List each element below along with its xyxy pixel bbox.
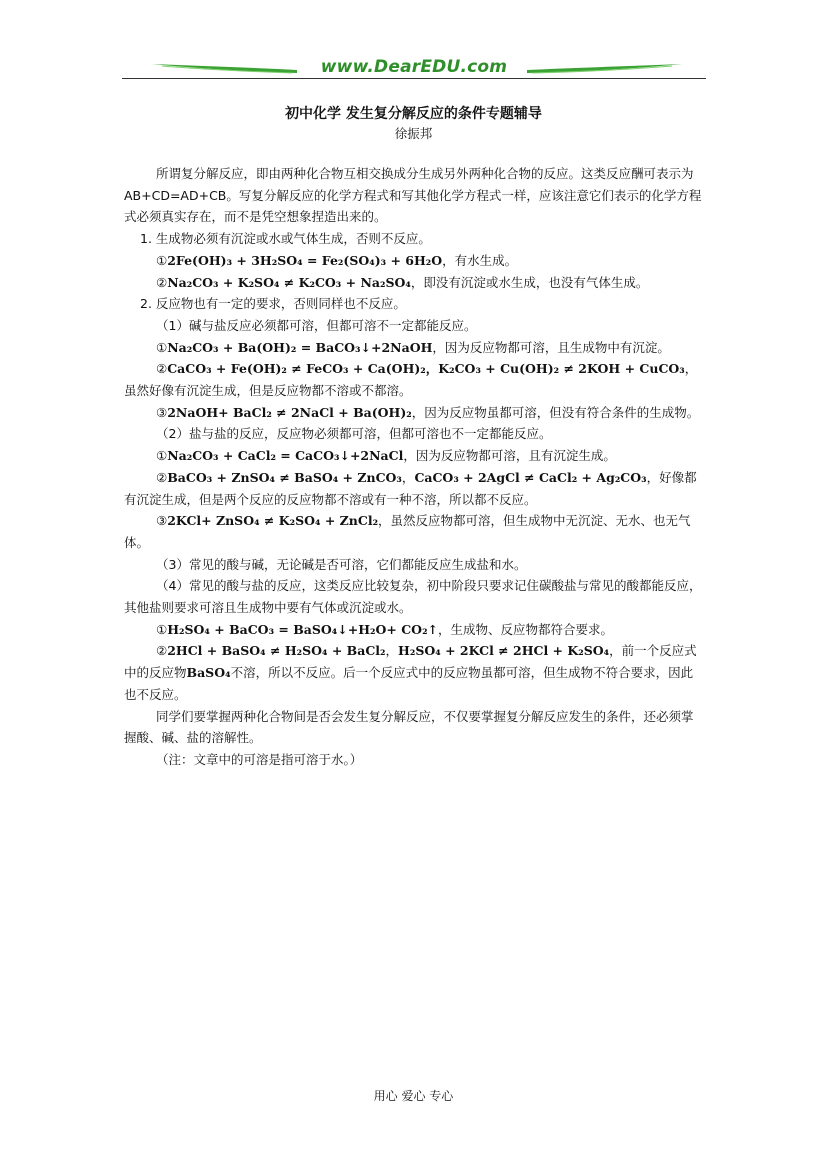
s2a-example-2: ②CaCO₃ + Fe(OH)₂ ≠ FeCO₃ + Ca(OH)₂，K₂CO₃ + Cu(OH)₂ ≠ 2KOH + CuCO₃，虽然好像有沉淀生成，但是反应物都不溶或不都溶。 [124, 361, 698, 399]
intro-paragraph: 所谓复分解反应，即由两种化合物互相交换成分生成另外两种化合物的反应。这类反应酬可表示为 AB+CD=AD+CB。写复分解反应的化学方程式和写其他化学方程式一样，应该注意它们表示的化学方程式必须真实存在，而不是凭空想象捏造出来的。 [124, 166, 702, 225]
equation: Na₂CO₃ + Ba(OH)₂ = BaCO₃↓+2NaOH [167, 339, 433, 355]
equation: CaCO₃ + Fe(OH)₂ ≠ FeCO₃ + Ca(OH)₂，K₂CO₃ + Cu(OH)₂ ≠ 2KOH + CuCO₃ [167, 361, 685, 377]
s2d-title: （4）常见的酸与盐的反应，这类反应比较复杂，初中阶段只要求记住碳酸盐与常见的酸都能反应，其他盐则要求可溶且生成物中要有气体或沉淀或水。 [124, 578, 702, 616]
s1-example-2: ②Na₂CO₃ + K₂SO₄ ≠ K₂CO₃ + Na₂SO₄，即没有沉淀或水生成，也没有气体生成。 [156, 274, 649, 290]
s2a-example-1: ①Na₂CO₃ + Ba(OH)₂ = BaCO₃↓+2NaOH，因为反应物都可溶，且生成物中有沉淀。 [156, 339, 670, 355]
equation: H₂SO₄ + BaCO₃ = BaSO₄↓+H₂O+ CO₂↑ [167, 621, 439, 637]
equation: 2NaOH+ BaCl₂ ≠ 2NaCl + Ba(OH)₂ [167, 404, 412, 420]
conclusion-paragraph: 同学们要掌握两种化合物间是否会发生复分解反应，不仅要掌握复分解反应发生的条件，还必须掌握酸、碱、盐的溶解性。 [124, 708, 694, 746]
article-author: 徐振邦 [394, 126, 433, 141]
header-rule [122, 78, 706, 79]
s2d-example-1: ①H₂SO₄ + BaCO₃ = BaSO₄↓+H₂O+ CO₂↑，生成物、反应物都符合要求。 [156, 621, 614, 637]
s2b-example-3: ③2KCl+ ZnSO₄ ≠ K₂SO₄ + ZnCl₂，虽然反应物都可溶，但生成物中无沉淀、无水、也无气体。 [124, 513, 691, 550]
note-paragraph: （注：文章中的可溶是指可溶于水。） [156, 751, 363, 767]
equation: CaCO₃ + 2AgCl ≠ CaCl₂ + Ag₂CO₃ [414, 469, 647, 485]
s2c-title: （3）常见的酸与碱，无论碱是否可溶，它们都能反应生成盐和水。 [156, 556, 527, 572]
equation: 2HCl + BaSO₄ ≠ H₂SO₄ + BaCl₂ [167, 643, 386, 659]
equation: H₂SO₄ + 2KCl ≠ 2HCl + K₂SO₄ [398, 643, 610, 659]
s2b-title: （2）盐与盐的反应，反应物必须都可溶，但都可溶也不一定都能反应。 [156, 426, 552, 442]
section-2-title: 2. 反应物也有一定的要求，否则同样也不反应。 [140, 296, 406, 312]
s2b-example-1: ①Na₂CO₃ + CaCl₂ = CaCO₃↓+2NaCl，因为反应物都可溶，且有沉淀生成。 [156, 448, 616, 464]
equation: 2Fe(OH)₃ + 3H₂SO₄ = Fe₂(SO₄)₃ + 6H₂O [167, 252, 443, 268]
article-body [124, 163, 704, 771]
s1-example-1: ①2Fe(OH)₃ + 3H₂SO₄ = Fe₂(SO₄)₃ + 6H₂O，有水生成。 [156, 252, 518, 268]
site-header [122, 56, 706, 82]
s2a-title: （1）碱与盐反应必须都可溶，但都可溶不一定都能反应。 [156, 317, 477, 333]
equation: BaCO₃ + ZnSO₄ ≠ BaSO₄ + ZnCO₃ [167, 469, 402, 485]
page-footer: 用心 爱心 专心 [373, 1089, 454, 1103]
s2b-example-2: ②BaCO₃ + ZnSO₄ ≠ BaSO₄ + ZnCO₃，CaCO₃ + 2AgCl ≠ CaCl₂ + Ag₂CO₃，好像都有沉淀生成，但是两个反应的反应物都不溶或有一种不溶，所以都不反应。 [124, 469, 697, 507]
s2d-example-2: ②2HCl + BaSO₄ ≠ H₂SO₄ + BaCl₂，H₂SO₄ + 2KCl ≠ 2HCl + K₂SO₄，前一个反应式中的反应物BaSO₄不溶，所以不反应。后一个反应式中的反应物虽都可溶，但生成物不符合要求，因此也不反应。 [124, 643, 697, 702]
equation: Na₂CO₃ + K₂SO₄ ≠ K₂CO₃ + Na₂SO₄ [167, 274, 411, 290]
article-title: 初中化学 发生复分解反应的条件专题辅导 [285, 106, 542, 122]
equation: Na₂CO₃ + CaCl₂ = CaCO₃↓+2NaCl [167, 448, 404, 464]
section-1-title: 1. 生成物必须有沉淀或水或气体生成，否则不反应。 [140, 231, 431, 247]
site-url: www.DearEDU.com [320, 57, 508, 77]
equation: BaSO₄ [186, 665, 231, 681]
s2a-example-3: ③2NaOH+ BaCl₂ ≠ 2NaCl + Ba(OH)₂，因为反应物虽都可溶，但没有符合条件的生成物。 [156, 404, 700, 420]
equation: 2KCl+ ZnSO₄ ≠ K₂SO₄ + ZnCl₂ [167, 513, 379, 529]
